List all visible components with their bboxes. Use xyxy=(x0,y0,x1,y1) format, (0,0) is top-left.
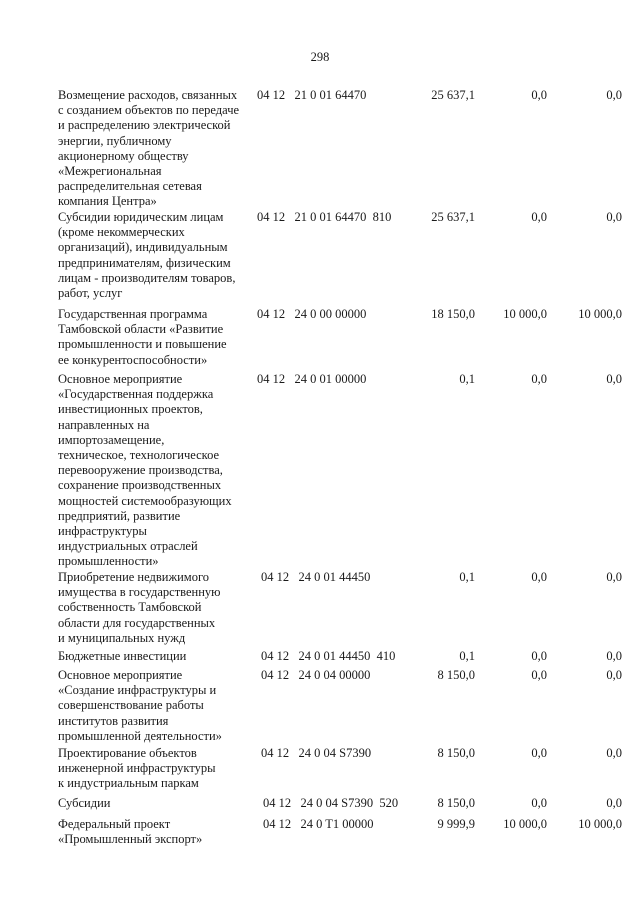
row-value-year-3: 10 000,0 xyxy=(578,307,622,321)
row-value-year-3: 0,0 xyxy=(606,570,622,584)
row-description: Возмещение расходов, связанных с созданием объектов по передаче и распределению электрической энергии, публичному акционерному обществу «Межрегиональная распределительная сетевая компания Центра» xyxy=(58,88,240,209)
row-description: Приобретение недвижимого имущества в государственную собственность Тамбовской области для государственных и муниципальных нужд xyxy=(58,570,221,645)
row-budget-codes: 04 12 24 0 04 S7390 xyxy=(261,746,372,760)
row-value-year-2: 0,0 xyxy=(531,649,547,663)
row-value-year-1: 25 637,1 xyxy=(431,88,475,102)
row-description: Бюджетные инвестиции xyxy=(58,649,187,663)
row-value-year-1: 25 637,1 xyxy=(431,210,475,224)
row-description: Государственная программа Тамбовской области «Развитие промышленности и повышение ее конкурентоспособности» xyxy=(58,307,227,367)
row-description: Федеральный проект «Промышленный экспорт» xyxy=(58,817,203,847)
row-budget-codes: 04 12 24 0 04 00000 xyxy=(261,668,371,682)
row-value-year-2: 0,0 xyxy=(531,796,547,810)
row-value-year-2: 0,0 xyxy=(531,570,547,584)
row-value-year-3: 0,0 xyxy=(606,668,622,682)
row-description: Субсидии юридическим лицам (кроме некоммерческих организаций), индивидуальным предпринимателям, физическим лицам - производителям товаров, работ, услуг xyxy=(58,210,236,301)
row-budget-codes: 04 12 24 0 T1 00000 xyxy=(263,817,374,831)
page-number: 298 xyxy=(310,50,330,64)
row-value-year-2: 10 000,0 xyxy=(503,307,547,321)
row-value-year-3: 10 000,0 xyxy=(578,817,622,831)
row-description: Основное мероприятие «Создание инфраструктуры и совершенствование работы институтов развития промышленной деятельности» xyxy=(58,668,222,743)
row-description: Субсидии xyxy=(58,796,111,810)
row-budget-codes: 04 12 24 0 01 00000 xyxy=(257,372,367,386)
row-value-year-3: 0,0 xyxy=(606,88,622,102)
row-value-year-3: 0,0 xyxy=(606,210,622,224)
row-value-year-1: 18 150,0 xyxy=(431,307,475,321)
row-value-year-3: 0,0 xyxy=(606,746,622,760)
row-budget-codes: 04 12 21 0 01 64470 810 xyxy=(257,210,392,224)
row-value-year-1: 9 999,9 xyxy=(437,817,475,831)
row-value-year-3: 0,0 xyxy=(606,796,622,810)
row-value-year-1: 8 150,0 xyxy=(437,668,475,682)
row-value-year-3: 0,0 xyxy=(606,372,622,386)
row-value-year-2: 0,0 xyxy=(531,372,547,386)
row-budget-codes: 04 12 24 0 01 44450 410 xyxy=(261,649,396,663)
row-value-year-1: 8 150,0 xyxy=(437,746,475,760)
row-value-year-2: 0,0 xyxy=(531,88,547,102)
row-description: Проектирование объектов инженерной инфраструктуры к индустриальным паркам xyxy=(58,746,216,791)
row-value-year-2: 0,0 xyxy=(531,668,547,682)
row-value-year-1: 0,1 xyxy=(459,649,475,663)
row-budget-codes: 04 12 21 0 01 64470 xyxy=(257,88,367,102)
row-value-year-1: 8 150,0 xyxy=(437,796,475,810)
row-value-year-1: 0,1 xyxy=(459,570,475,584)
row-value-year-1: 0,1 xyxy=(459,372,475,386)
row-description: Основное мероприятие «Государственная поддержка инвестиционных проектов, направленных на импортозамещение, техническое, технологическое перевооружение производства, сохранение производственных мощностей системообразующих предприятий, развитие инфраструктуры индустриальных отраслей промышленности» xyxy=(58,372,232,569)
row-value-year-2: 0,0 xyxy=(531,210,547,224)
row-budget-codes: 04 12 24 0 04 S7390 520 xyxy=(263,796,399,810)
row-budget-codes: 04 12 24 0 00 00000 xyxy=(257,307,367,321)
row-value-year-2: 0,0 xyxy=(531,746,547,760)
row-budget-codes: 04 12 24 0 01 44450 xyxy=(261,570,371,584)
row-value-year-2: 10 000,0 xyxy=(503,817,547,831)
row-value-year-3: 0,0 xyxy=(606,649,622,663)
